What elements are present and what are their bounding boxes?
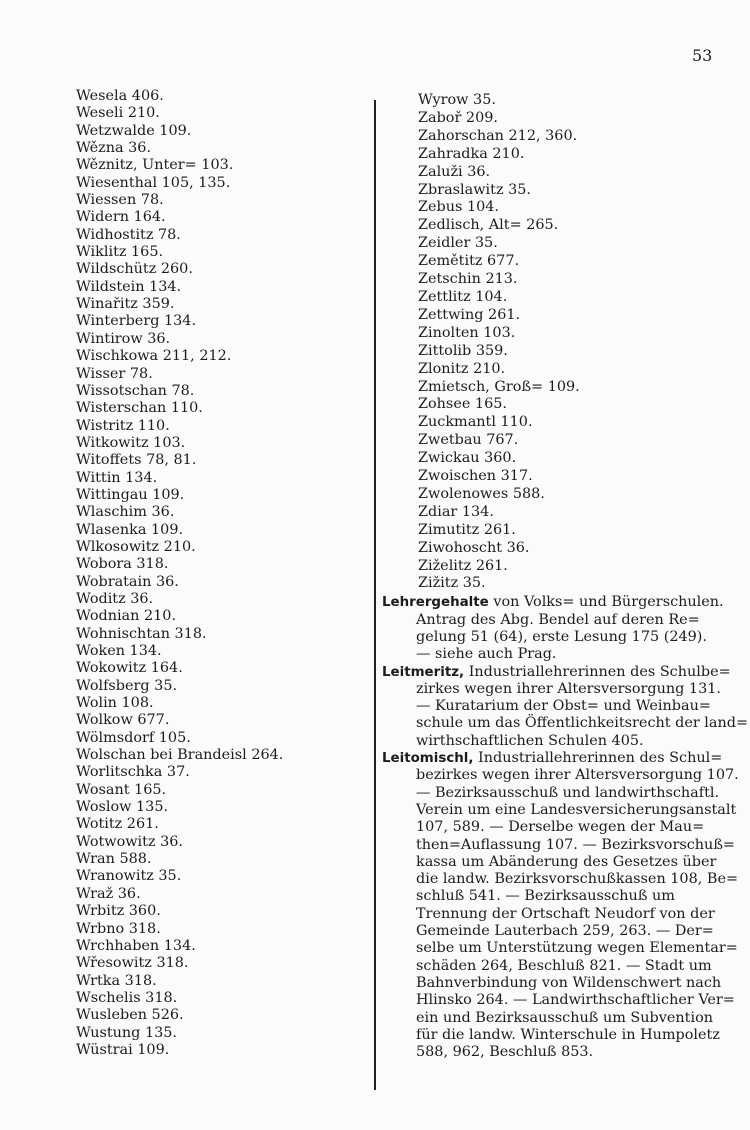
- index-entry: Zwetbau 767.: [418, 432, 519, 449]
- index-entry: Zlonitz 210.: [418, 360, 506, 377]
- entry-line: [382, 715, 749, 732]
- index-entry: Witoffets 78, 81.: [76, 452, 197, 469]
- index-entry: Wohnischtan 318.: [76, 625, 207, 642]
- entry-text: schule um das Öffentlichkeitsrecht der land=: [416, 715, 749, 732]
- index-entry: Wischkowa 211, 212.: [76, 348, 232, 365]
- index-entry: Wschelis 318.: [76, 989, 178, 1006]
- index-entry: Wölmsdorf 105.: [76, 729, 191, 746]
- entry-text: kassa um Abänderung des Gesetzes über: [416, 853, 717, 870]
- left-index-column: [76, 88, 356, 1059]
- page-number: 53: [692, 46, 713, 65]
- index-entry: Wyrow 35.: [418, 92, 496, 108]
- index-entry: Weseli 210.: [76, 105, 160, 122]
- entry-line: [382, 871, 739, 888]
- entry-line: [382, 801, 737, 819]
- entry-text: zirkes wegen ihrer Altersversorgung 131.: [416, 680, 721, 697]
- index-entry: Wildschütz 260.: [76, 261, 193, 278]
- entry-line: [382, 1044, 734, 1061]
- entry-text: — Bezirksausschuß und landwirthschaftl.: [416, 784, 720, 801]
- entry-text: 588, 962, Beschluß 853.: [416, 1044, 594, 1061]
- index-entry: Widern 164.: [76, 209, 166, 226]
- index-entry: Wustung 135.: [76, 1024, 178, 1041]
- entry-term: Lehrergehalte: [382, 595, 489, 611]
- entry-line: [382, 854, 734, 871]
- entry-line: [382, 888, 734, 905]
- index-entry: Wiesenthal 105, 135.: [76, 174, 231, 191]
- entry-text: Antrag des Abg. Bendel auf deren Re=: [416, 611, 700, 628]
- entry-text: Industriallehrerinnen des Schulbe=: [468, 663, 731, 680]
- entry-line: [382, 940, 738, 957]
- column-divider: [374, 100, 376, 1090]
- index-entry: Wisterschan 110.: [76, 400, 203, 417]
- index-entry: Wrbno 318.: [76, 920, 161, 937]
- entry-text: wirthschaftlichen Schulen 405.: [416, 732, 644, 749]
- index-entry: Winařitz 359.: [76, 296, 175, 313]
- entry-text: schäden 264, Beschluß 821. — Stadt um: [416, 957, 712, 974]
- index-entry: Zohsee 165.: [418, 396, 507, 413]
- index-entry: Zetschin 213.: [418, 271, 518, 288]
- index-entry: Wosant 165.: [76, 781, 167, 798]
- index-entry: Wřesowitz 318.: [76, 955, 189, 972]
- entry-text: für die landw. Winterschule in Humpoletz: [416, 1026, 720, 1043]
- index-entry: Wotwowitz 36.: [76, 833, 183, 850]
- long-index-entries: [382, 594, 749, 1061]
- index-entry: Wintirow 36.: [76, 330, 171, 347]
- short-index-entries: [382, 92, 734, 593]
- index-entry: Wrchhaben 134.: [76, 937, 196, 954]
- index-entry: Wotitz 261.: [76, 816, 159, 833]
- entry-line: [382, 819, 734, 836]
- index-entry: Wodnian 210.: [76, 608, 177, 625]
- entry-text: bezirkes wegen ihrer Altersversorgung 107.: [416, 767, 739, 784]
- entry-text: 107, 589. — Derselbe wegen der Mau=: [416, 819, 705, 836]
- index-entry: Wistritz 110.: [76, 417, 170, 434]
- long-index-entry: [382, 594, 734, 663]
- entry-text: die landw. Bezirksvorschußkassen 108, Be=: [416, 871, 739, 888]
- index-entry: Zižitz 35.: [418, 575, 486, 592]
- index-entry: Zettwing 261.: [418, 306, 521, 323]
- entry-text: Trennung der Ortschaft Neudorf von der: [416, 905, 715, 922]
- index-entry: Wokowitz 164.: [76, 660, 183, 677]
- index-entry: Wiessen 78.: [76, 192, 164, 209]
- entry-text: Bahnverbindung von Wildenschwert nach: [416, 974, 722, 991]
- entry-text: Hlinsko 264. — Landwirthschaftlicher Ver=: [416, 992, 735, 1009]
- index-entry: Wetzwalde 109.: [76, 122, 192, 139]
- entry-line: [382, 733, 734, 750]
- entry-line: [382, 681, 734, 698]
- index-entry: Wüstrai 109.: [76, 1041, 170, 1058]
- index-entry: Wildstein 134.: [76, 278, 182, 295]
- index-entry: Wěznitz, Unter= 103.: [76, 157, 234, 174]
- entry-text: von Volks= und Bürgerschulen.: [493, 594, 724, 611]
- index-entry: Wesela 406.: [76, 88, 164, 104]
- index-entry: Zaboř 209.: [418, 109, 498, 126]
- index-entry: Woditz 36.: [76, 590, 154, 607]
- index-entry: Ziwohoscht 36.: [418, 539, 530, 556]
- index-entry: Wran 588.: [76, 851, 152, 868]
- entry-text: gelung 51 (64), erste Lesung 175 (249).: [416, 628, 707, 645]
- index-entry: Wranowitz 35.: [76, 868, 182, 885]
- index-entry: Widhostitz 78.: [76, 226, 181, 243]
- entry-line: [382, 923, 734, 940]
- index-entry: Zebus 104.: [418, 199, 499, 216]
- index-entry: Wězna 36.: [76, 140, 152, 157]
- index-entry: Zwoischen 317.: [418, 468, 533, 485]
- long-index-entry: [382, 663, 749, 750]
- entry-text: schluß 541. — Bezirksausschuß um: [416, 888, 675, 905]
- index-entry: Zwickau 360.: [418, 450, 517, 467]
- entry-term: Leitomischl,: [382, 751, 474, 767]
- index-entry: Woslow 135.: [76, 799, 169, 816]
- index-entry: Wiklitz 165.: [76, 244, 164, 261]
- index-entry: Zahradka 210.: [418, 145, 525, 162]
- entry-text: selbe um Unterstützung wegen Elementar=: [416, 940, 738, 957]
- entry-line: [382, 646, 734, 663]
- entry-line: [382, 1010, 734, 1027]
- entry-line: [382, 664, 734, 681]
- entry-line: [382, 975, 734, 992]
- index-entry: Ziželitz 261.: [418, 557, 508, 574]
- entry-line: [382, 750, 734, 767]
- entry-line: [382, 767, 739, 784]
- entry-term: Leitmeritz,: [382, 664, 465, 680]
- index-entry: Wlkosowitz 210.: [76, 538, 196, 555]
- index-entry: Zedlisch, Alt= 265.: [418, 217, 559, 234]
- entry-text: — siehe auch Prag.: [416, 646, 557, 663]
- index-entry: Wusleben 526.: [76, 1007, 184, 1024]
- index-entry: Zbraslawitz 35.: [418, 181, 531, 198]
- index-entry: Woken 134.: [76, 643, 162, 659]
- entry-line: [382, 612, 734, 629]
- index-entry: Zmietsch, Groß= 109.: [418, 378, 580, 395]
- entry-text: then=Auflassung 107. — Bezirksvorschuß=: [416, 836, 735, 853]
- index-entry: Wobratain 36.: [76, 573, 179, 590]
- index-entry: Worlitschka 37.: [76, 764, 190, 781]
- index-entry: Wolin 108.: [76, 695, 154, 712]
- entry-line: [382, 958, 734, 975]
- index-entry: Wlasenka 109.: [76, 521, 184, 538]
- index-entry: Zemětitz 677.: [418, 253, 520, 270]
- index-entry: Zwolenowes 588.: [418, 485, 545, 502]
- index-entry: Zittolib 359.: [418, 342, 508, 359]
- entry-text: — Kuratarium der Obst= und Weinbau=: [416, 698, 711, 715]
- index-entry: Wobora 318.: [76, 556, 169, 573]
- index-entry: Wisser 78.: [76, 365, 153, 382]
- entry-line: [382, 785, 734, 802]
- index-entry: Wrtka 318.: [76, 972, 157, 989]
- entry-line: [382, 698, 734, 715]
- index-entry: Zuckmantl 110.: [418, 414, 533, 431]
- index-entry: Wolkow 677.: [76, 712, 170, 729]
- index-entry: Wraž 36.: [76, 885, 141, 902]
- index-entry: Zdiar 134.: [418, 503, 494, 520]
- index-entry: Wlaschim 36.: [76, 504, 175, 521]
- entry-text: Verein um eine Landesversicherungsanstalt: [416, 801, 737, 818]
- entry-line: [382, 992, 734, 1009]
- entry-line: [382, 1027, 734, 1044]
- index-entry: Zaluži 36.: [418, 163, 491, 180]
- index-entry: Wolschan bei Brandeisl 264.: [76, 747, 284, 764]
- entry-text: Gemeinde Lauterbach 259, 263. — Der=: [416, 923, 714, 940]
- index-entry: Zinolten 103.: [418, 324, 516, 341]
- index-entry: Wolfsberg 35.: [76, 677, 178, 694]
- entry-line: [382, 906, 734, 923]
- entry-text: ein und Bezirksausschuß um Subvention: [416, 1009, 714, 1026]
- entry-text: Industriallehrerinnen des Schul=: [478, 750, 723, 767]
- index-entry: Witkowitz 103.: [76, 434, 186, 451]
- index-entry: Zahorschan 212, 360.: [418, 127, 578, 144]
- index-entry: Wrbitz 360.: [76, 903, 161, 920]
- index-entry: Zimutitz 261.: [418, 521, 516, 538]
- index-entry: Wittin 134.: [76, 469, 158, 486]
- entry-line: [382, 594, 734, 611]
- index-entry: Wissotschan 78.: [76, 382, 195, 399]
- right-index-column: [382, 92, 749, 1061]
- entry-line: [382, 837, 734, 854]
- long-index-entry: [382, 750, 739, 1061]
- index-entry: Winterberg 134.: [76, 313, 197, 330]
- index-entry: Zettlitz 104.: [418, 288, 508, 305]
- entry-line: [382, 629, 734, 646]
- index-entry: Zeidler 35.: [418, 235, 498, 252]
- index-entry: Wittingau 109.: [76, 486, 185, 503]
